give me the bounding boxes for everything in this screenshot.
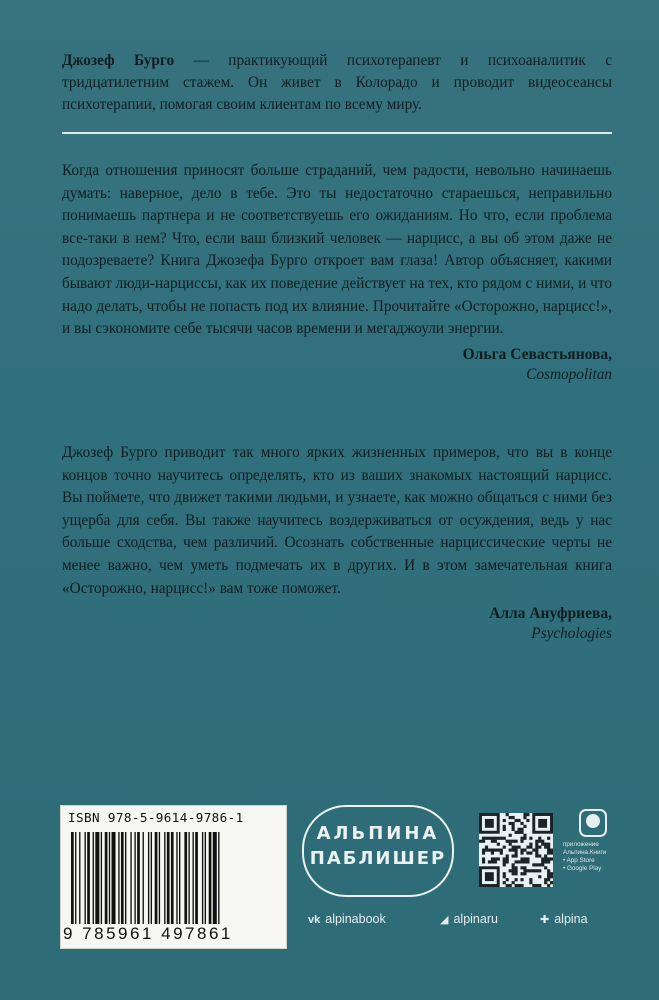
isbn-label: ISBN 978-5-9614-9786-1 [68,810,244,825]
reviewer-name: Ольга Севастьянова, [462,345,612,363]
app-icon [579,809,607,837]
review-source: Psychologies [531,625,612,643]
author-name: Джозеф Бурго [62,52,175,69]
review-1 [62,160,612,385]
reviewer-name: Алла Ануфриева, [489,605,612,623]
social-telegram [440,912,498,926]
author-bio [62,50,612,116]
review-2-text: Джозеф Бурго приводит так много ярких жизненных примеров, что вы в конце концов точно научитесь определять, кто из ваших знакомых настоящий нарцисс. Вы поймете, что движет такими людьми, и узнаете, как можно общаться с ними без ущерба для себя. Вы также научитесь воздерживаться от осуждения, ведь у нас больше сходства, чем различий. Осознать собственные нарциссические черты не менее важно, чем уметь подмечать их в других. И в этом замечательная книга «Осторожно, нарцисс!» вам тоже поможет. [62,444,612,597]
barcode-bars [69,832,278,924]
review-2 [62,442,612,644]
barcode-digits: 9 785961 497861 [63,924,233,943]
social-handle: alpina [554,912,588,926]
app-promo [563,809,625,873]
publisher-logo [302,805,454,897]
plus-icon: ✚ [540,914,550,926]
qr-code [479,813,553,887]
author-bio-text: — практикующий психотерапевт и психоаналитик с тридцатилетним стажем. Он живет в Колорадо и проводит видеосеансы психотерапии, помогая своим клиентам по всему миру. [62,52,612,113]
vk-icon: vk [308,914,321,926]
social-handle: alpinabook [325,912,386,926]
social-vk [308,912,386,926]
divider [62,132,612,134]
review-1-text: Когда отношения приносят больше страданий, чем радости, невольно начинаешь думать: наверное, дело в тебе. Это ты недостаточно стараешься, неправильно понимаешь партнера и не соответствуешь его ожиданиям. Но что, если проблема все-таки в нем? Что, если ваш близкий человек — нарцисс, а вы об этом даже не подозреваете? Книга Джозефа Бурго откроет вам глаза! Автор объясняет, какими бывают люди-нарциссы, как их поведение действует на тех, кто рядом с ними, и что надо делать, чтобы не попасть под их влияние. Прочитайте «Осторожно, нарцисс!», и вы сэкономите себе тысячи часов времени и мегаджоули энергии. [62,162,612,338]
telegram-icon: ◢ [440,914,449,926]
publisher-logo-line2: ПАБЛИШЕР [309,848,447,869]
review-1-attribution [62,345,612,385]
review-2-attribution [62,604,612,644]
social-alpina [540,912,588,926]
isbn-barcode [60,805,287,949]
social-handle: alpinaru [453,912,498,926]
publisher-logo-line1: АЛЬПИНА [316,823,440,844]
review-source: Cosmopolitan [526,365,612,383]
app-promo-text: приложение Альпина.Книги • App Store • Google Play [563,841,607,872]
